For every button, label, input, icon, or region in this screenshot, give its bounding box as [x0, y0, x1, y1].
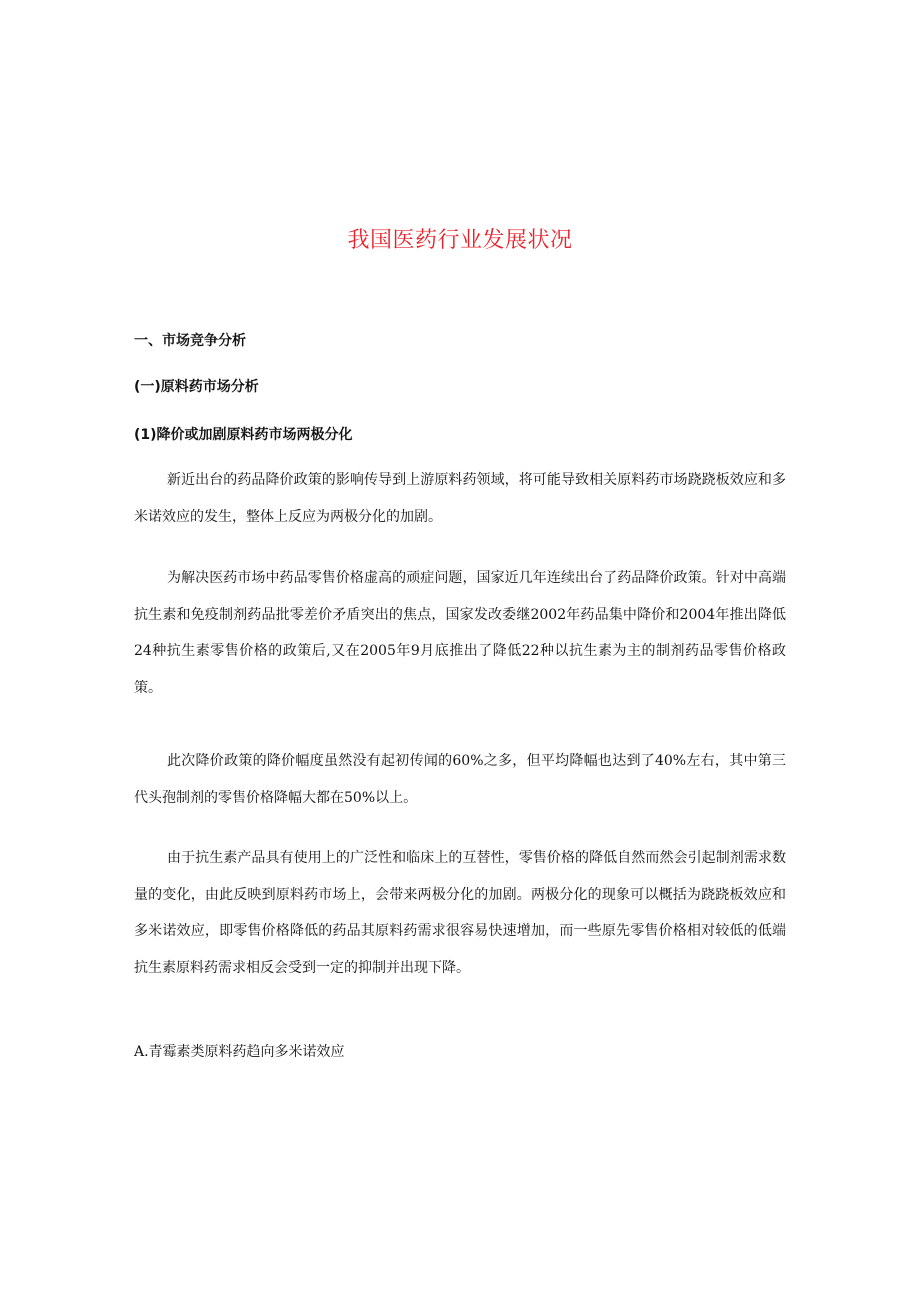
paragraph: 为解决医药市场中药品零售价格虚高的顽症问题，国家近几年连续出台了药品降价政策。针对中高端抗生素和免疫制剂药品批零差价矛盾突出的焦点，国家发改委继2002年药品集中降价和2004年推出降低24种抗生素零售价格的政策后,又在2005年9月底推出了降低22种以抗生素为主的制剂药品零售价格政策。 — [134, 570, 786, 696]
paragraph: 新近出台的药品降价政策的影响传导到上游原料药领域，将可能导致相关原料药市场跷跷板效应和多米诺效应的发生，整体上反应为两极分化的加剧。 — [134, 472, 786, 525]
paragraph: 由于抗生素产品具有使用上的广泛性和临床上的互替性，零售价格的降低自然而然会引起制剂需求数量的变化，由此反映到原料药市场上，会带来两极分化的加剧。两极分化的现象可以概括为跷跷板效应和多米诺效应，即零售价格降低的药品其原料药需求很容易快速增加，而一些原先零售价格相对较低的低端抗生素原料药需求相反会受到一定的抑制并出现下降。 — [134, 850, 786, 976]
subsection-heading: (一)原料药市场分析 — [134, 379, 259, 395]
section-heading: 一、市场竞争分析 — [134, 333, 246, 349]
topic-heading: (1)降价或加剧原料药市场两极分化 — [134, 427, 353, 443]
document-title: 我国医药行业发展状况 — [347, 228, 573, 253]
sub-item-heading: A.青霉素类原料药趋向多米诺效应 — [134, 1044, 345, 1060]
paragraph: 此次降价政策的降价幅度虽然没有起初传闻的60%之多，但平均降幅也达到了40%左右，其中第三代头孢制剂的零售价格降幅大都在50%以上。 — [134, 753, 786, 806]
